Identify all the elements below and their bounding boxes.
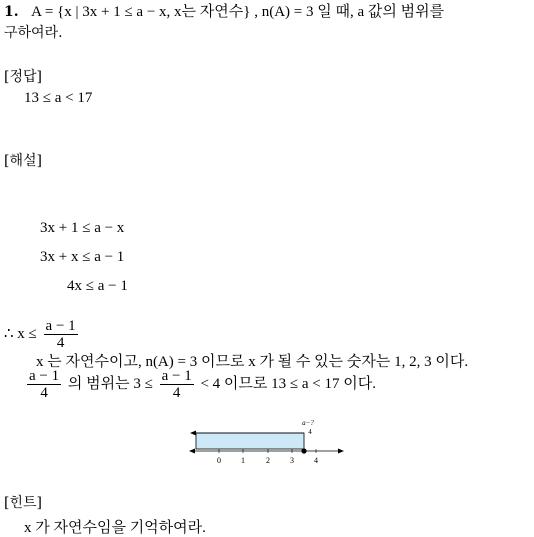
- number-line-figure: [186, 418, 346, 466]
- tick-label-0: 0: [217, 456, 221, 465]
- tick-label-1: 1: [241, 456, 245, 465]
- range-shading: [196, 433, 304, 449]
- therefore-line: [4, 318, 81, 351]
- problem-statement: A = {x | 3x + 1 ≤ a − x, x는 자연수} , n(A) = 3 일 때, a 값의 범위를: [31, 4, 445, 20]
- boundary-label-sub: 4: [308, 428, 312, 436]
- closed-point: [301, 448, 306, 453]
- solution-heading: [해설]: [4, 153, 42, 169]
- tick-label-4: 4: [314, 456, 318, 465]
- problem-number: 1.: [4, 4, 19, 20]
- fraction-numerator: a − 1: [161, 368, 192, 384]
- fraction-numerator: a − 1: [45, 318, 76, 334]
- fraction-a-minus-1-over-4: [44, 318, 78, 351]
- therefore-prefix: ∴ x ≤: [4, 325, 37, 342]
- tick-label-2: 2: [266, 456, 270, 465]
- axis-arrow-left: [189, 449, 195, 454]
- hint-heading: [힌트]: [4, 495, 42, 511]
- solution-sentence-1: x 는 자연수이고, n(A) = 3 이므로 x 가 될 수 있는 숫자는 1, 2, 3 이다.: [36, 354, 469, 370]
- hint-text: x 가 자연수임을 기억하여라.: [24, 520, 206, 536]
- problem-line-2: 구하여라.: [4, 25, 63, 41]
- answer-text: 13 ≤ a < 17: [24, 90, 93, 106]
- axis-arrow-right: [338, 449, 344, 454]
- answer-heading: [정답]: [4, 69, 42, 85]
- boundary-label-top: a−?: [302, 419, 314, 427]
- problem-line-1: [4, 0, 444, 21]
- fraction-numerator: a − 1: [29, 368, 60, 384]
- solution-step-1: 3x + 1 ≤ a − x: [40, 220, 125, 236]
- fraction-a-minus-1-over-4: [27, 368, 61, 401]
- upper-arrow-head: [190, 431, 196, 436]
- solution-sentence-2: [24, 368, 376, 401]
- fraction-denominator: 4: [56, 335, 65, 351]
- tick-label-3: 3: [290, 456, 294, 465]
- solution-step-3: 4x ≤ a − 1: [67, 278, 128, 294]
- fraction-denominator: 4: [172, 385, 181, 401]
- sentence-2-part-b: < 4 이므로 13 ≤ a < 17 이다.: [200, 375, 376, 392]
- fraction-a-minus-1-over-4: [160, 368, 194, 401]
- solution-step-2: 3x + x ≤ a − 1: [40, 249, 125, 265]
- fraction-denominator: 4: [40, 385, 48, 401]
- sentence-2-part-a: 의 범위는 3 ≤: [67, 375, 153, 392]
